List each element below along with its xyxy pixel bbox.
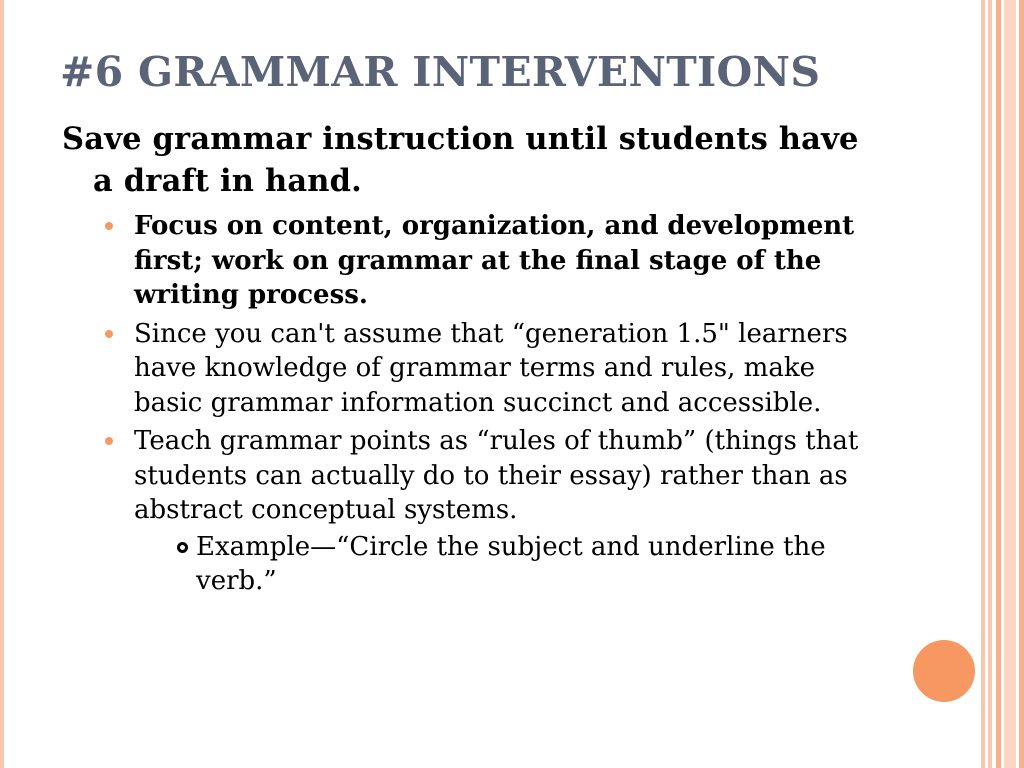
sub-bullet-text: Example—“Circle the subject and underline the verb.” (196, 531, 826, 596)
lead-statement: Save grammar instruction until students have a draft in hand. (62, 121, 859, 199)
left-frame-border (0, 0, 4, 768)
bullet-text: Since you can't assume that “generation 1.5" learners have knowledge of grammar terms and rules, make basic grammar information succinct and accessible. (134, 318, 848, 418)
right-frame-stripe (996, 0, 1001, 768)
ring-bullet-icon (177, 542, 188, 553)
bullet-item (62, 317, 882, 421)
bullet-text: Teach grammar points as “rules of thumb” (things that students can actually do to their essay) rather than as abstract conceptual systems. (134, 426, 859, 525)
bullet-item (62, 424, 882, 528)
bullet-list (62, 209, 882, 528)
right-frame-stripe (1004, 0, 1016, 768)
right-frame-stripe (988, 0, 992, 768)
right-frame-stripe (981, 0, 985, 768)
bullet-text: Focus on content, organization, and development first; work on grammar at the final stage of the writing process. (134, 211, 855, 310)
right-frame-stripe (1019, 0, 1024, 768)
slide-title: #6 GRAMMAR INTERVENTIONS (60, 48, 821, 96)
bullet-dot-icon (105, 437, 113, 445)
bullet-dot-icon (105, 222, 113, 230)
bullet-item (62, 209, 882, 313)
decorative-circle (913, 640, 975, 702)
bullet-dot-icon (105, 330, 113, 338)
sub-bullet-item (62, 530, 882, 599)
sub-bullet-list (62, 530, 882, 599)
slide-body (62, 118, 882, 599)
